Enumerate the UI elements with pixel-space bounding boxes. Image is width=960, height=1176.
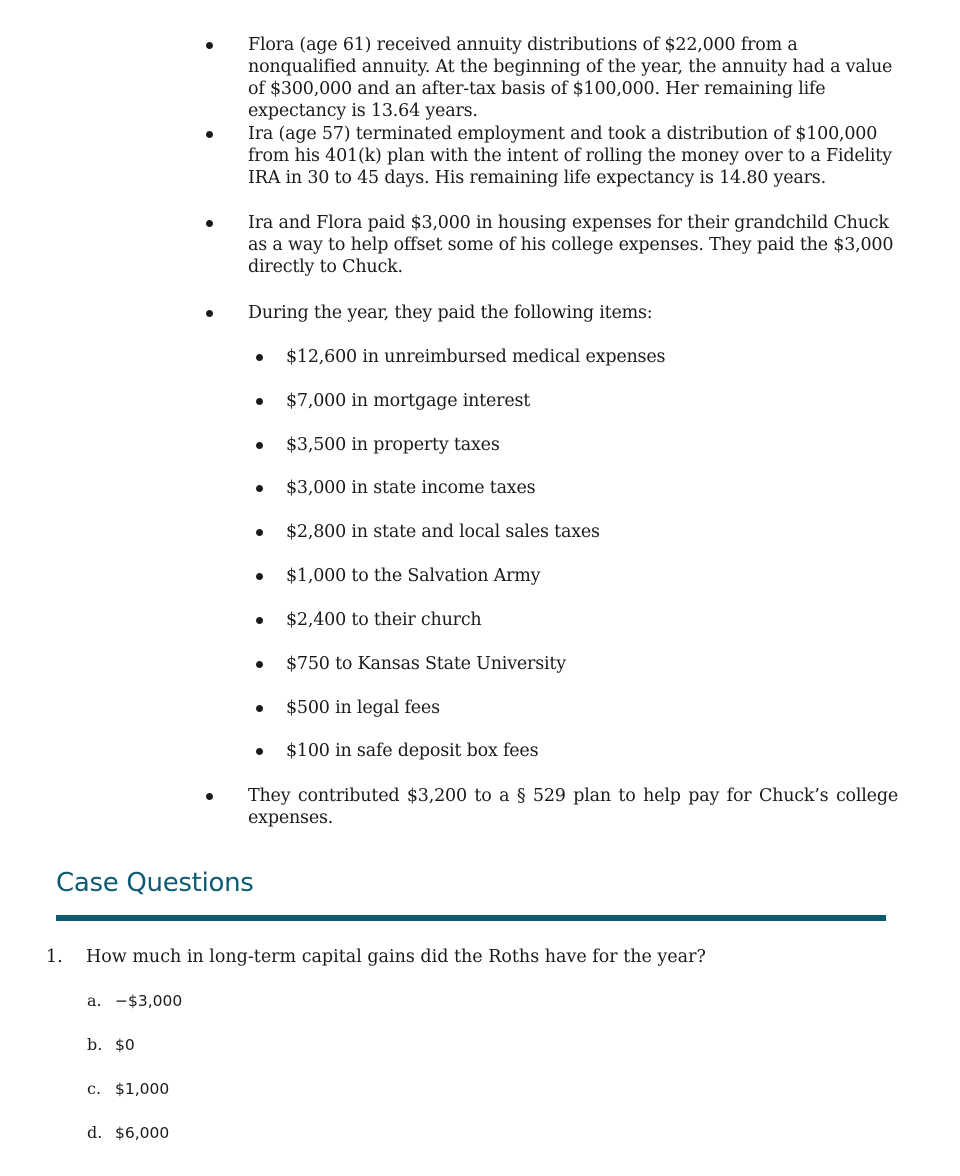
bullet-dot bbox=[206, 310, 213, 317]
answer-option-b bbox=[87, 1034, 135, 1056]
section-divider bbox=[56, 915, 886, 921]
bullet-dot bbox=[256, 661, 263, 668]
option-value: $0 bbox=[115, 1036, 135, 1054]
option-letter: d. bbox=[87, 1123, 103, 1142]
bullet-dot bbox=[256, 573, 263, 580]
answer-option-c bbox=[87, 1078, 169, 1100]
paid-item-text: $100 in safe deposit box fees bbox=[286, 741, 539, 761]
bullet-dot bbox=[206, 793, 213, 800]
bullet-dot bbox=[256, 398, 263, 405]
answer-option-d bbox=[87, 1122, 169, 1144]
bullet-dot bbox=[206, 220, 213, 227]
bullet-dot bbox=[256, 617, 263, 624]
bullet-dot bbox=[206, 42, 213, 49]
bullet-dot bbox=[256, 485, 263, 492]
fact-text: Flora (age 61) received annuity distributions of $22,000 from a nonqualified annuity. At the beginning of the year, the annuity had a value of $300,000 and an after-tax basis of $100,000. Her remaining life expectancy is 13.64 years. bbox=[248, 35, 893, 121]
fact-text: They contributed $3,200 to a § 529 plan to help pay for Chuck’s college expenses. bbox=[248, 786, 898, 828]
question-number: 1. bbox=[46, 947, 63, 967]
paid-item-text: $2,800 in state and local sales taxes bbox=[286, 522, 600, 542]
bullet-dot bbox=[256, 354, 263, 361]
option-letter: a. bbox=[87, 991, 102, 1010]
paid-item-text: $3,500 in property taxes bbox=[286, 435, 500, 455]
bullet-dot bbox=[256, 705, 263, 712]
option-value: $6,000 bbox=[115, 1124, 170, 1142]
paid-item-text: $12,600 in unreimbursed medical expenses bbox=[286, 347, 666, 367]
bullet-dot bbox=[206, 131, 213, 138]
option-letter: c. bbox=[87, 1079, 102, 1098]
paid-item-text: $7,000 in mortgage interest bbox=[286, 391, 531, 411]
bullet-dot bbox=[256, 529, 263, 536]
option-letter: b. bbox=[87, 1035, 103, 1054]
paid-item-text: $500 in legal fees bbox=[286, 698, 440, 718]
fact-text: Ira (age 57) terminated employment and took a distribution of $100,000 from his 401(k) plan with the intent of rolling the money over to a Fidelity IRA in 30 to 45 days. His remaining life expectancy is 14.80 years. bbox=[248, 124, 892, 188]
fact-text: During the year, they paid the following items: bbox=[248, 303, 653, 323]
paid-item-text: $1,000 to the Salvation Army bbox=[286, 566, 541, 586]
fact-text: Ira and Flora paid $3,000 in housing expenses for their grandchild Chuck as a way to help offset some of his college expenses. They paid the $3,000 directly to Chuck. bbox=[248, 213, 894, 277]
paid-item-text: $2,400 to their church bbox=[286, 610, 482, 630]
bullet-dot bbox=[256, 748, 263, 755]
paid-item-text: $750 to Kansas State University bbox=[286, 654, 566, 674]
bullet-dot bbox=[256, 442, 263, 449]
option-value: $1,000 bbox=[115, 1080, 170, 1098]
paid-item-text: $3,000 in state income taxes bbox=[286, 478, 536, 498]
option-value: −$3,000 bbox=[115, 992, 183, 1010]
section-heading: Case Questions bbox=[56, 868, 254, 898]
question-text: How much in long-term capital gains did the Roths have for the year? bbox=[86, 947, 706, 967]
answer-option-a bbox=[87, 990, 182, 1012]
